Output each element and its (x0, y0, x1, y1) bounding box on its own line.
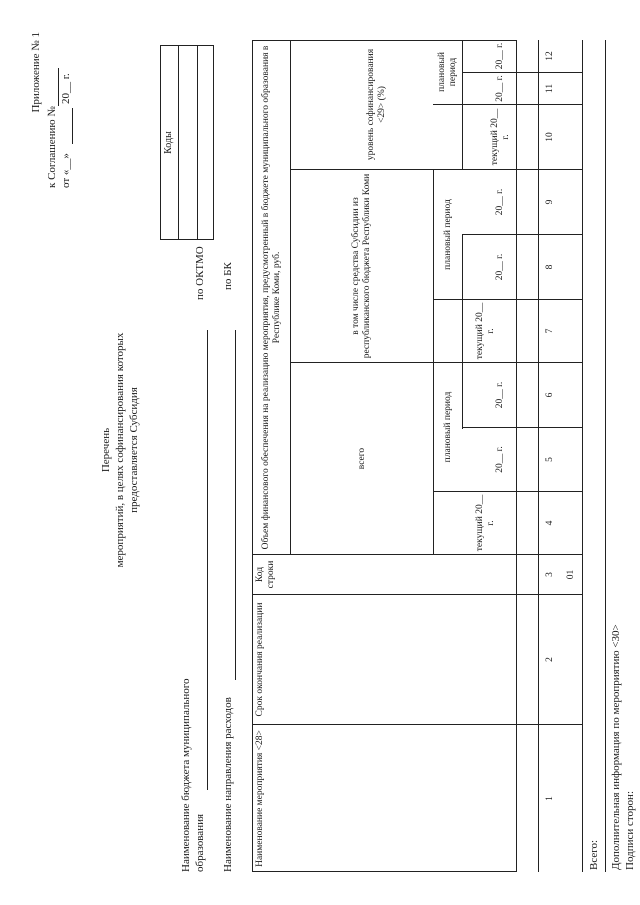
header-end-date: Срок окончания реализации (255, 602, 265, 717)
col-number-3: 3 (544, 572, 555, 577)
header-subsidy: в том числе средства Субсидии из республиканского бюджета Республики Коми (351, 173, 372, 359)
total-row-label: Всего: (588, 839, 600, 870)
date-line-year: 20__ г. (60, 73, 72, 104)
agreement-number-blank (58, 68, 59, 106)
appendix-title: Приложение № 1 (30, 32, 42, 113)
col-number-1: 1 (544, 796, 555, 801)
header-cofin: уровень софинансирования <29> (%) (365, 48, 387, 161)
col-number-9: 9 (544, 199, 555, 205)
doc-title-line1: Перечень (100, 427, 112, 473)
col-number-4: 4 (544, 520, 555, 526)
agreement-line: к Соглашению № (46, 106, 58, 188)
col-number-11: 11 (544, 83, 555, 94)
doc-title-line3: предоставляется Субсидия (128, 387, 140, 513)
header-total-planned: плановый период (442, 391, 453, 463)
col-number-7: 7 (544, 328, 555, 334)
col-number-8: 8 (544, 264, 555, 270)
header-total-year-1: 20__ г. (495, 446, 505, 473)
oktmo-label: по ОКТМО (194, 246, 206, 300)
bk-label: по БК (222, 262, 234, 290)
budget-name-field[interactable] (207, 330, 208, 790)
header-subsidy-year-2: 20__ г. (495, 188, 505, 216)
additional-info-label: Дополнительная информация по мероприятию <30> (610, 624, 622, 870)
date-line-prefix: от «__» (60, 153, 72, 188)
header-subsidy-current: текущий 20__ г. (475, 302, 496, 360)
header-cofin-current: текущий 20__ г. (489, 108, 511, 166)
budget-name-label-1: Наименование бюджета муниципального (180, 678, 192, 872)
header-row-code: Код строки (255, 560, 276, 589)
budget-name-label-2: образования (194, 813, 206, 872)
header-cofin-year-1: 20__ г. (495, 75, 505, 102)
signatures-label: Подписи сторон: (624, 790, 636, 870)
row-code-01: 01 (566, 569, 576, 580)
doc-title-line2: мероприятий, в целях софинансирования которых (114, 332, 126, 568)
col-number-12: 12 (544, 51, 555, 61)
col-number-5: 5 (544, 457, 555, 462)
direction-field[interactable] (235, 330, 236, 680)
col-number-2: 2 (544, 657, 555, 662)
header-subsidy-planned: плановый период (442, 199, 453, 270)
header-total-year-2: 20__ г. (495, 381, 505, 409)
header-cofin-year-2: 20__ г. (495, 42, 505, 70)
header-event-name: Наименование мероприятия <28> (255, 730, 265, 867)
col-number-10: 10 (544, 132, 555, 142)
rotated-page (20, 20, 636, 880)
col-number-6: 6 (544, 392, 555, 398)
date-blank (72, 108, 73, 144)
header-cofin-planned: плановый период (437, 52, 458, 92)
header-subsidy-year-1: 20__ г. (495, 253, 505, 281)
header-total-current: текущий 20__ г. (475, 494, 496, 552)
header-volume: Объем финансового обеспечения на реализацию мероприятия, предусмотренный в бюджете муниципального образования в Республике Коми, руб. (260, 45, 282, 550)
direction-label: Наименование направления расходов (222, 697, 234, 872)
codes-header: Коды (163, 131, 174, 154)
header-total: всего (356, 447, 367, 470)
